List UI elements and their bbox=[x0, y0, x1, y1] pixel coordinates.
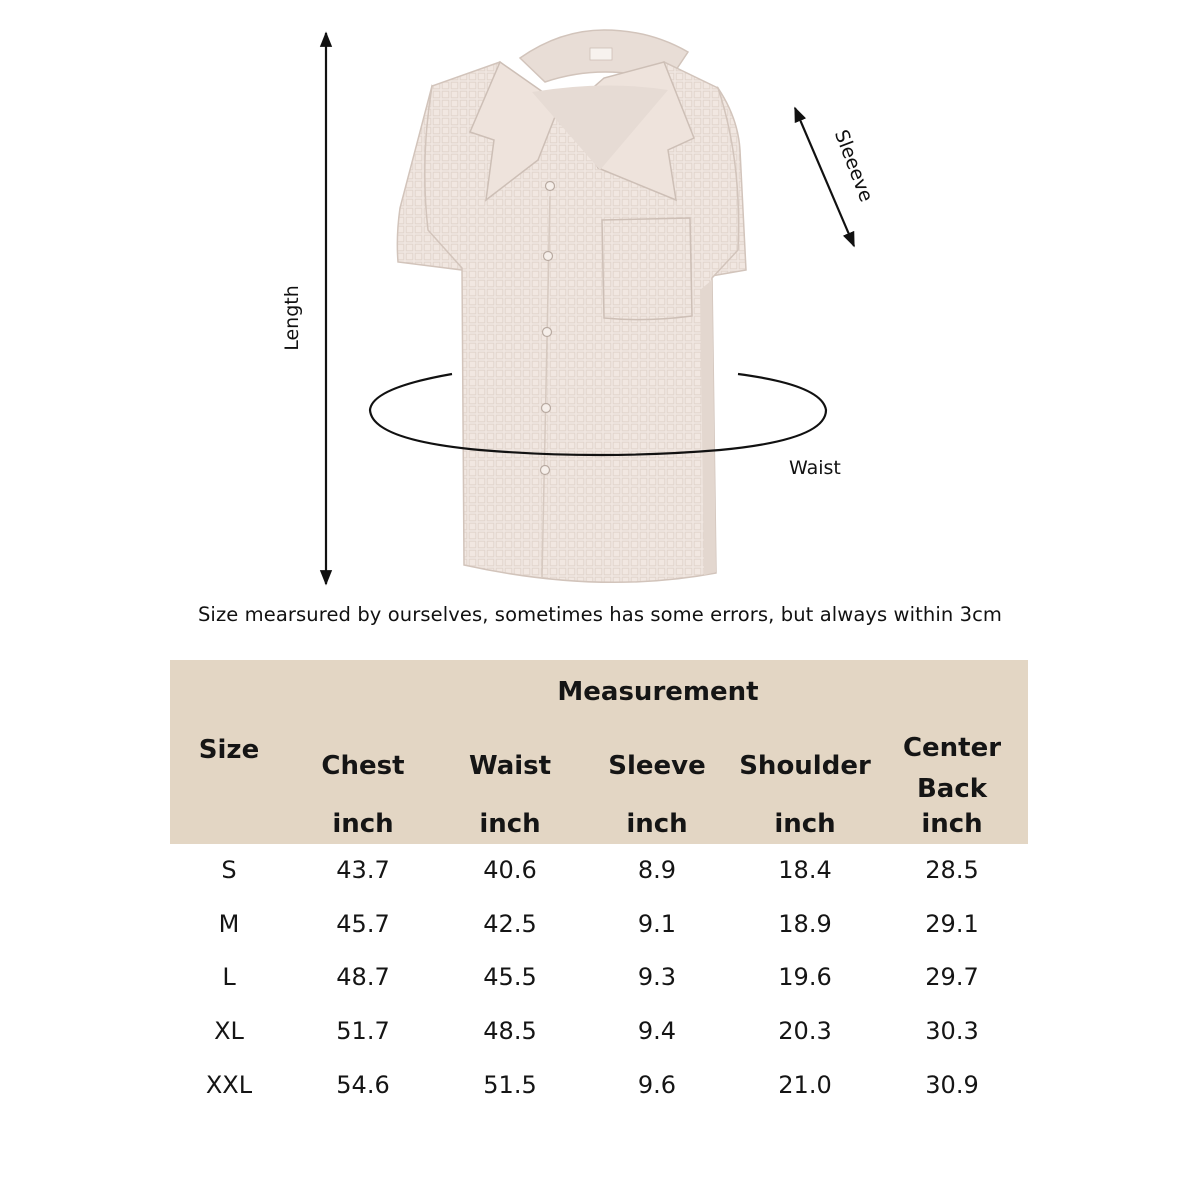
shoulder-cell: 21.0 bbox=[778, 1071, 832, 1099]
waist-header: Waist bbox=[468, 751, 552, 781]
sleeve-cell: 9.1 bbox=[637, 910, 677, 938]
size-cell: S bbox=[221, 856, 237, 884]
waist-cell: 48.5 bbox=[483, 1017, 537, 1045]
table-row bbox=[170, 850, 1028, 890]
shoulder-cell: 18.9 bbox=[778, 910, 832, 938]
center-back-cell: 29.1 bbox=[925, 910, 979, 938]
size-cell: XL bbox=[214, 1017, 244, 1045]
waist-cell: 45.5 bbox=[483, 963, 537, 991]
shoulder-unit: inch bbox=[774, 809, 836, 839]
sleeve-label: Sleeeve bbox=[829, 126, 878, 205]
shirt-illustration bbox=[397, 30, 746, 582]
center-back-cell: 28.5 bbox=[925, 856, 979, 884]
chest-cell: 45.7 bbox=[336, 910, 390, 938]
measurement-group-header: Measurement bbox=[557, 677, 759, 707]
shoulder-header: Shoulder bbox=[739, 751, 871, 781]
chest-unit: inch bbox=[332, 809, 394, 839]
length-label: Length bbox=[281, 285, 303, 351]
size-cell: XXL bbox=[205, 1071, 253, 1099]
chest-header: Chest bbox=[321, 751, 405, 781]
measurement-note: Size mearsured by ourselves, sometimes has some errors, but always within 3cm bbox=[197, 603, 1003, 626]
sleeve-cell: 9.6 bbox=[637, 1071, 677, 1099]
chest-cell: 51.7 bbox=[336, 1017, 390, 1045]
sleeve-cell: 8.9 bbox=[637, 856, 677, 884]
table-row bbox=[170, 957, 1028, 997]
table-row bbox=[170, 904, 1028, 944]
size-cell: L bbox=[222, 963, 236, 991]
table-row bbox=[170, 1011, 1028, 1051]
chest-cell: 48.7 bbox=[336, 963, 390, 991]
shoulder-cell: 18.4 bbox=[778, 856, 832, 884]
sleeve-unit: inch bbox=[626, 809, 688, 839]
shoulder-cell: 19.6 bbox=[778, 963, 832, 991]
waist-cell: 51.5 bbox=[483, 1071, 537, 1099]
chest-cell: 54.6 bbox=[336, 1071, 390, 1099]
center-back-header-line2: Back bbox=[916, 774, 988, 804]
center-back-unit: inch bbox=[921, 809, 983, 839]
waist-cell: 42.5 bbox=[483, 910, 537, 938]
table-row bbox=[170, 1065, 1028, 1105]
shoulder-cell: 20.3 bbox=[778, 1017, 832, 1045]
center-back-cell: 30.3 bbox=[925, 1017, 979, 1045]
waist-label: Waist bbox=[789, 457, 841, 479]
sleeve-cell: 9.3 bbox=[637, 963, 677, 991]
size-chart-table bbox=[170, 660, 1028, 1110]
center-back-cell: 29.7 bbox=[925, 963, 979, 991]
size-header: Size bbox=[198, 735, 260, 765]
center-back-header-line1: Center bbox=[902, 733, 1002, 763]
waist-cell: 40.6 bbox=[483, 856, 537, 884]
center-back-cell: 30.9 bbox=[925, 1071, 979, 1099]
chest-cell: 43.7 bbox=[336, 856, 390, 884]
sleeve-header: Sleeve bbox=[608, 751, 706, 781]
sleeve-cell: 9.4 bbox=[637, 1017, 677, 1045]
waist-unit: inch bbox=[479, 809, 541, 839]
size-cell: M bbox=[218, 910, 240, 938]
